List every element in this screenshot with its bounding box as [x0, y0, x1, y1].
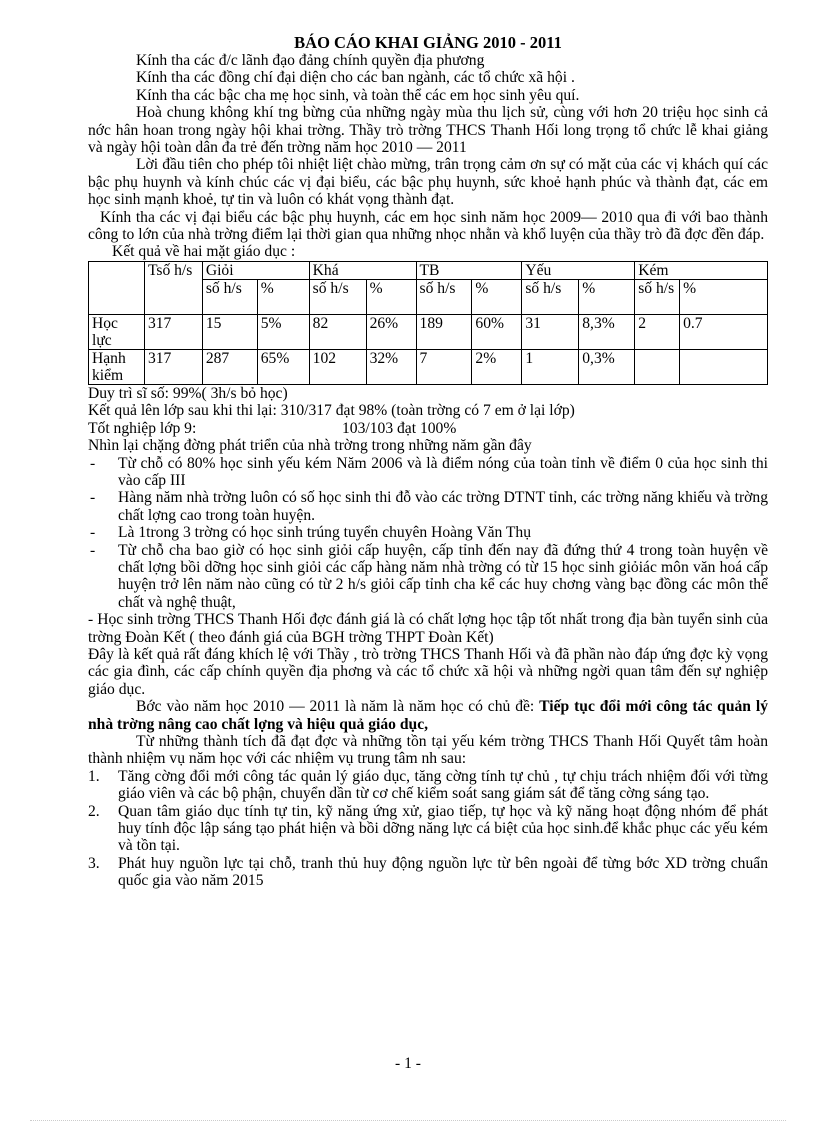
table-cell: 2 [635, 314, 680, 349]
list-item [88, 803, 768, 855]
table-cell: 65% [257, 349, 309, 384]
subheader-count: số h/s [416, 279, 472, 314]
table-caption: Kết quả về hai mặt giáo dục : [112, 243, 296, 261]
paragraph-thpt: - Học sinh trờng THCS Thanh Hối đợc đánh giá là có chất lợng học tập tốt nhất trong địa bàn tuyển sinh của trờng Đoàn Kết ( theo đánh giá của BGH trờng THPT Đoàn Kết) [88, 611, 768, 646]
table-cell: 287 [202, 349, 257, 384]
row-label: Hạnh kiểm [89, 349, 145, 384]
paragraph-opening: Hoà chung không khí tng bừng của những ngày mùa thu lịch sử, cùng với hơn 20 triệu học sinh cả nớc hân hoan trong ngày hội khai trờng. Thầy trò trờng THCS Thanh Hối long trọng tổ chức lễ khai giảng và ngày hội toàn dân đa trẻ đến trờng năm học 2010 — 2011 [88, 104, 768, 157]
table-cell: 31 [522, 314, 579, 349]
table-header-gioi: Giỏi [202, 261, 309, 279]
paragraph-welcome: Lời đầu tiên cho phép tôi nhiệt liệt chào mừng, trân trọng cảm ơn sự có mặt của các vị khách quí các bậc phụ huynh và kính chúc các vị đại biểu, các bậc phụ huynh, sức khoẻ hạnh phúc và thành đạt, các em học sinh mạnh khoẻ, tự tin và luôn có khát vọng thành đạt. [88, 156, 768, 209]
graduation-value: 103/103 đạt 100% [342, 419, 457, 437]
task-text: Phát huy nguồn lực tại chỗ, tranh thủ huy động nguồn lực từ bên ngoài để từng bớc XD trờng chuẩn quốc gia vào năm 2015 [118, 854, 768, 890]
subheader-pct: % [257, 279, 309, 314]
greeting-2: Kính tha các đồng chí đại diện cho các ban ngành, các tổ chức xã hội . [136, 69, 575, 87]
paragraph-tasks-intro: Từ những thành tích đã đạt đợc và những tồn tại yếu kém trờng THCS Thanh Hối Quyết tâm hoàn thành nhiệm vụ năm học với các nhiệm vụ trung tâm nh sau: [88, 733, 768, 768]
list-item [88, 855, 768, 890]
tasks-list [88, 768, 768, 890]
subheader-pct: % [366, 279, 416, 314]
table-cell: 189 [416, 314, 472, 349]
table-header-empty [89, 261, 145, 314]
task-text: Quan tâm giáo dục tính tự tin, kỹ năng ứng xử, giao tiếp, tự học và kỹ năng hoạt động nhóm để phát huy tính độc lập sáng tạo phát hiện và bồi dỡng năng lực cá biệt của học sinh.để khắc phục các yếu kém và tồn tại. [118, 802, 768, 855]
subheader-pct: % [579, 279, 635, 314]
report-title: BÁO CÁO KHAI GIẢNG 2010 - 2011 [294, 33, 562, 52]
stat-retention: Duy trì sĩ số: 99%( 3h/s bỏ học) [88, 384, 288, 402]
greeting-1: Kính tha các đ/c lãnh đạo đảng chính quyền địa phương [136, 52, 485, 69]
table-cell: 0.7 [680, 314, 768, 349]
table-cell: 26% [366, 314, 416, 349]
graduation-label: Tốt nghiệp lớp 9: [88, 419, 197, 437]
table-cell: 7 [416, 349, 472, 384]
page-number: - 1 - [395, 1055, 421, 1072]
achievements-list [88, 455, 768, 612]
table-cell: 317 [144, 349, 202, 384]
table-cell: 15 [202, 314, 257, 349]
table-header-tb: TB [416, 261, 522, 279]
theme-intro: Bớc vào năm học 2010 — 2011 là năm là năm học có chủ đề: [136, 698, 540, 716]
table-header-yeu: Yếu [522, 261, 635, 279]
subheader-count: số h/s [202, 279, 257, 314]
table-cell [680, 349, 768, 384]
paragraph-review: Kính tha các vị đại biểu các bậc phụ huynh, các em học sinh năm học 2009— 2010 qua đi với bao thành công to lớn của nhà trờng điểm lại thời gian qua những nhọc nhằn và khổ luyện của thầy trò đã đợc đền đáp. [88, 208, 768, 244]
table-cell: 2% [472, 349, 522, 384]
table-row-hoc-luc [89, 314, 768, 349]
stat-promotion: Kết quả lên lớp sau khi thi lại: 310/317 đạt 98% (toàn trờng có 7 em ở lại lớp) [88, 402, 575, 420]
stat-graduation [88, 420, 768, 437]
task-number: 2. [88, 802, 100, 820]
table-cell: 5% [257, 314, 309, 349]
table-cell: 32% [366, 349, 416, 384]
task-number: 3. [88, 854, 100, 872]
list-item: - Là 1trong 3 trờng có học sinh trúng tuyển chuyên Hoàng Văn Thụ [88, 524, 768, 541]
table-cell: 82 [309, 314, 366, 349]
table-header-row [89, 261, 768, 279]
table-cell: 60% [472, 314, 522, 349]
document-page [88, 34, 768, 890]
table-header-kem: Kém [635, 261, 768, 279]
subheader-pct: % [680, 279, 768, 314]
table-cell: 102 [309, 349, 366, 384]
list-item [88, 768, 768, 803]
task-number: 1. [88, 767, 100, 785]
table-row-hanh-kiem [89, 349, 768, 384]
page-bottom-divider [30, 1120, 786, 1121]
table-header-total: Tsố h/s [144, 261, 202, 314]
list-item: - Từ chỗ có 80% học sinh yếu kém Năm 2006 và là điểm nóng của toàn tỉnh về điểm 0 của học sinh thi vào cấp III [88, 455, 768, 490]
list-item: - Từ chỗ cha bao giờ có học sinh giỏi cấp huyện, cấp tỉnh đến nay đã đứng thứ 4 trong toàn huyện về chất lợng bồi dỡng học sinh giỏi các cấp hàng năm nhà trờng có từ 15 học sinh giỏiác môn văn hoá cấp huyện trở lên năm nào cũng có từ 2 h/s giỏi cấp tỉnh cha kể các huy chơng vàng bạc đồng các môn thể chất và nghệ thuật, [88, 542, 768, 612]
table-cell [635, 349, 680, 384]
table-header-kha: Khá [309, 261, 416, 279]
paragraph-theme [88, 698, 768, 733]
results-table [88, 261, 768, 385]
list-item: - Hàng năm nhà trờng luôn có số học sinh thi đỗ vào các trờng DTNT tỉnh, các trờng năng khiếu và trờng chất lợng cao trong toàn huyện. [88, 489, 768, 524]
task-text: Tăng cờng đổi mới công tác quản lý giáo dục, tăng cờng tính tự chủ , tự chịu trách nhiệm đối với từng giáo viên và các bộ phận, chuyển dần từ cơ chế kiểm soát sang giám sát để tăng cờng sáng tạo. [118, 767, 768, 803]
table-cell: 317 [144, 314, 202, 349]
subheader-pct: % [472, 279, 522, 314]
theme-text: Tiếp tục đổi mới công tác quản lý nhà trờng nâng cao chất lợng và hiệu quả giáo dục, [88, 698, 768, 733]
subheader-count: số h/s [522, 279, 579, 314]
row-label: Học lực [89, 314, 145, 349]
table-cell: 1 [522, 349, 579, 384]
paragraph-evaluation: Đây là kết quả rất đáng khích lệ với Thầy , trò trờng THCS Thanh Hối và đã phần nào đáp ứng đợc kỳ vọng các gia đình, các cấp chính quyền địa phơng và các tổ chức xã hội và những ngời quan tâm đến sự nghiệp giáo dục. [88, 645, 768, 698]
look-back-heading: Nhìn lại chặng đờng phát triển của nhà trờng trong những năm gần đây [88, 437, 532, 455]
subheader-count: số h/s [635, 279, 680, 314]
subheader-count: số h/s [309, 279, 366, 314]
greeting-3: Kính tha các bậc cha mẹ học sinh, và toàn thể các em học sinh yêu quí. [136, 86, 580, 104]
table-cell: 0,3% [579, 349, 635, 384]
table-cell: 8,3% [579, 314, 635, 349]
